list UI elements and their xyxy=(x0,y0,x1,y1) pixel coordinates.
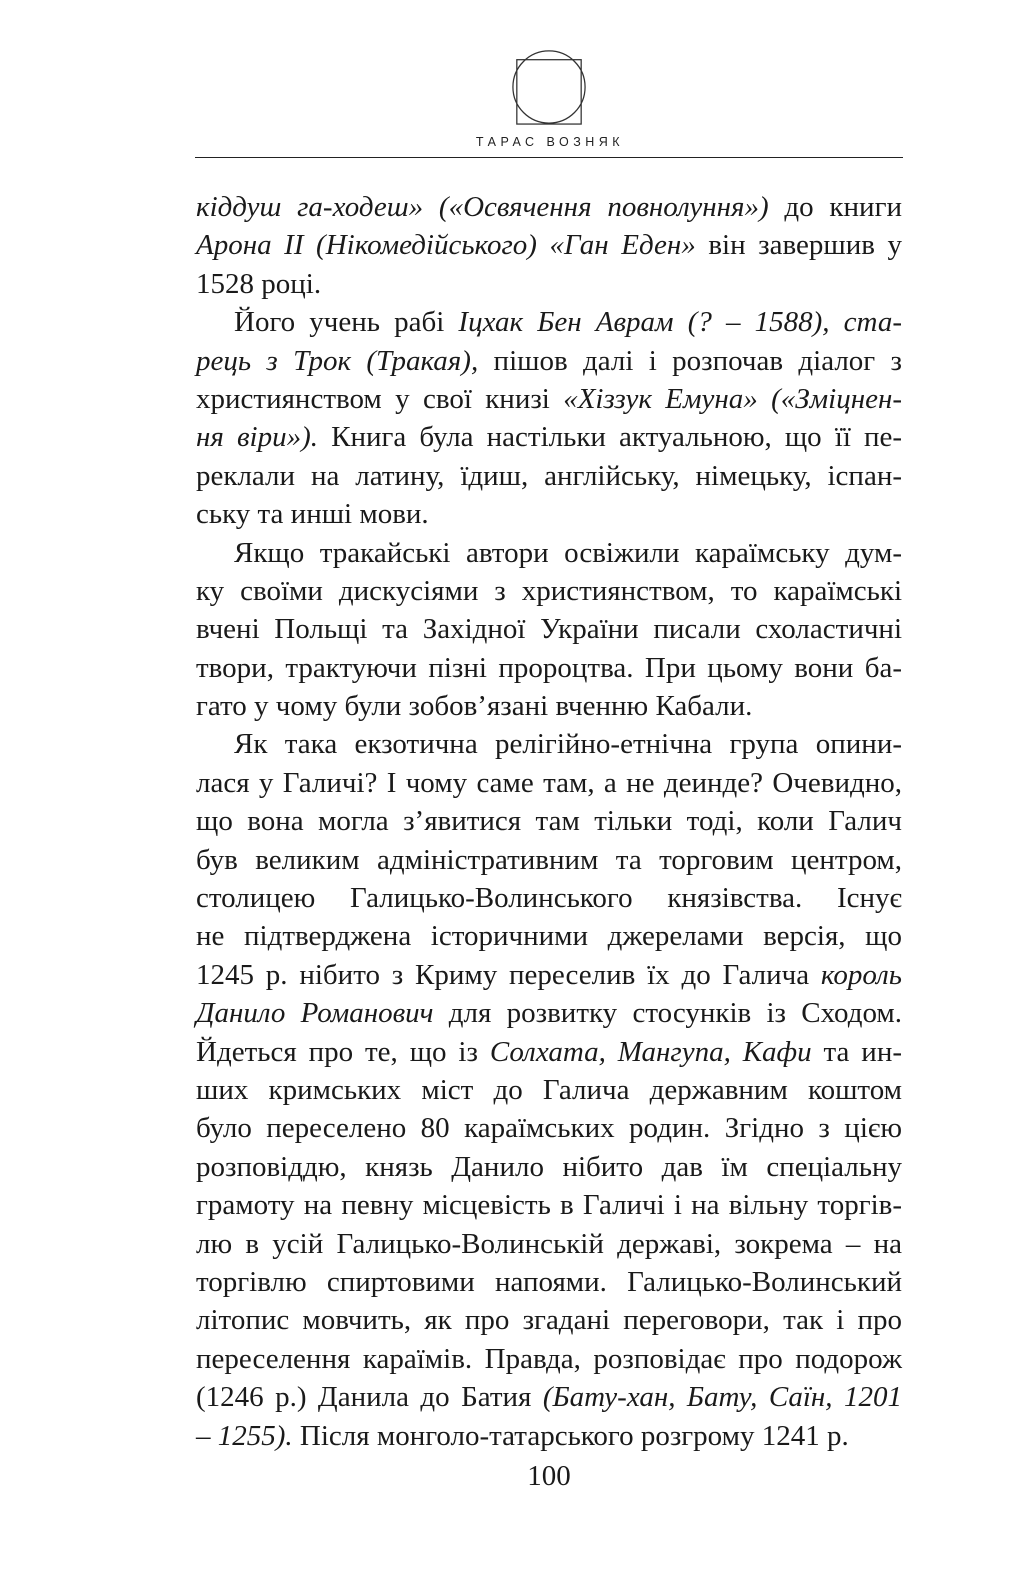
text-run: Книга була настільки актуальною, що її пе- xyxy=(318,421,903,454)
text-run: твори, трактуючи пізні пророцтва. При цьому вони ба- xyxy=(196,651,902,684)
text-line xyxy=(196,572,902,610)
italic-text: (Бату-хан, Бату, Саїн, 1201 xyxy=(542,1381,902,1414)
text-line xyxy=(196,342,902,380)
text-run: розповіддю, князь Данило нібито дав їм спеціальну xyxy=(196,1150,902,1183)
text-line xyxy=(196,303,902,341)
italic-text: рець з Трок (Тракая), xyxy=(196,344,479,377)
paragraph xyxy=(196,534,902,726)
italic-text: кіддуш га-ходеш» («Освячення повнолуння») xyxy=(196,191,769,223)
italic-text: Солхата, Мангупа, Кафи xyxy=(489,1035,812,1068)
italic-text: Данило Романович xyxy=(196,997,434,1030)
text-run: був великим адміністративним та торговим центром, xyxy=(196,843,902,876)
italic-text: – 1255). xyxy=(196,1419,293,1452)
text-run: ку своїми дискусіями з християнством, то караїмські xyxy=(196,574,902,607)
text-run: вчені Польщі та Західної України писали схоластичні xyxy=(196,613,902,646)
text-line xyxy=(196,1263,902,1301)
text-line xyxy=(196,1301,902,1339)
text-run: торгівлю спиртовими напоями. Галицько-Волинський xyxy=(196,1265,902,1298)
text-run: літопис мовчить, як про згадані переговори, так і про xyxy=(196,1304,902,1337)
italic-text: король xyxy=(820,958,902,991)
text-run: що вона могла з’явитися там тільки тоді, коли Галич xyxy=(196,805,902,838)
text-run: ших кримських міст до Галича державним коштом xyxy=(196,1073,902,1106)
italic-text: Арона ІІ (Нікомедійського) «Ган Еден» xyxy=(196,229,696,262)
text-run: Йдеться про те, що із xyxy=(196,1035,490,1068)
text-run: Його учень рабі xyxy=(234,306,459,339)
italic-text: Іцхак Бен Аврам (? – 1588), ста- xyxy=(458,306,902,339)
text-line xyxy=(196,380,902,418)
text-line xyxy=(196,649,902,687)
text-run: гато у чому були зобов’язані вченню Кабали. xyxy=(196,690,753,723)
body-text xyxy=(196,188,902,1455)
text-run: 1245 р. нібито з Криму переселив їх до Галича xyxy=(196,958,821,991)
text-line xyxy=(196,1417,902,1455)
text-line xyxy=(196,226,902,264)
text-run: Якщо тракайські автори освіжили караїмську дум- xyxy=(234,536,902,569)
circle-square-logo xyxy=(510,48,588,126)
text-line xyxy=(196,610,902,648)
text-line xyxy=(196,802,902,840)
text-run: для розвитку стосунків із Сходом. xyxy=(433,997,902,1030)
text-line xyxy=(196,879,902,917)
text-line xyxy=(196,956,902,994)
text-run: 1528 році. xyxy=(196,267,322,300)
text-run: столицею Галицько-Волинського князівства. Існує xyxy=(196,882,902,915)
text-line xyxy=(196,1071,902,1109)
text-run: пішов далі і розпочав діалог з xyxy=(478,344,902,377)
text-line xyxy=(196,687,902,725)
text-run: не підтверджена історичними джерелами версія, що xyxy=(196,920,902,953)
text-line xyxy=(196,265,902,303)
text-line xyxy=(196,495,902,533)
paragraph xyxy=(196,188,902,303)
text-run: лася у Галичі? І чому саме там, а не деинде? Очевидно, xyxy=(196,766,902,799)
text-line xyxy=(196,1186,902,1224)
text-run: грамоту на певну місцевість в Галичі і на вільну торгів- xyxy=(196,1189,902,1222)
text-run: лю в усій Галицько-Волинській державі, зокрема – на xyxy=(196,1227,902,1260)
page-number: 100 xyxy=(527,1460,571,1492)
text-run: реклали на латину, їдиш, англійську, німецьку, іспан- xyxy=(196,459,902,492)
text-line xyxy=(196,534,902,572)
text-line xyxy=(196,1225,902,1263)
text-line xyxy=(196,764,902,802)
text-line xyxy=(196,1148,902,1186)
italic-text: ня віри»). xyxy=(196,421,319,454)
text-run: було переселено 80 караїмських родин. Згідно з цією xyxy=(196,1112,902,1145)
text-line xyxy=(196,725,902,763)
text-run: (1246 р.) Данила до Батия xyxy=(196,1381,543,1414)
text-line xyxy=(196,1033,902,1071)
text-run: він завершив у xyxy=(695,229,902,262)
paragraph xyxy=(196,725,902,1454)
text-line xyxy=(196,841,902,879)
text-line xyxy=(196,1378,902,1416)
text-run: Після монголо-татарського розгрому 1241 р. xyxy=(292,1419,849,1452)
text-run: християнством у свої книзі xyxy=(196,382,564,415)
text-run: до книги xyxy=(768,191,902,223)
text-line xyxy=(196,994,902,1032)
text-line xyxy=(196,418,902,456)
text-run: ську та инші мови. xyxy=(196,498,429,531)
text-line xyxy=(196,917,902,955)
header-rule xyxy=(195,157,903,158)
paragraph xyxy=(196,303,902,533)
text-run: переселення караїмів. Правда, розповідає про подорож xyxy=(196,1342,902,1375)
text-run: Як така екзотична релігійно-етнічна група опини- xyxy=(234,728,902,761)
text-run: та ин- xyxy=(811,1035,902,1068)
text-line xyxy=(196,1109,902,1147)
text-line xyxy=(196,188,902,226)
italic-text: «Хіззук Емуна» («Зміцнен- xyxy=(563,382,902,415)
text-line xyxy=(196,457,902,495)
text-line xyxy=(196,1340,902,1378)
running-header-author: ТАРАС ВОЗНЯК xyxy=(475,135,625,149)
